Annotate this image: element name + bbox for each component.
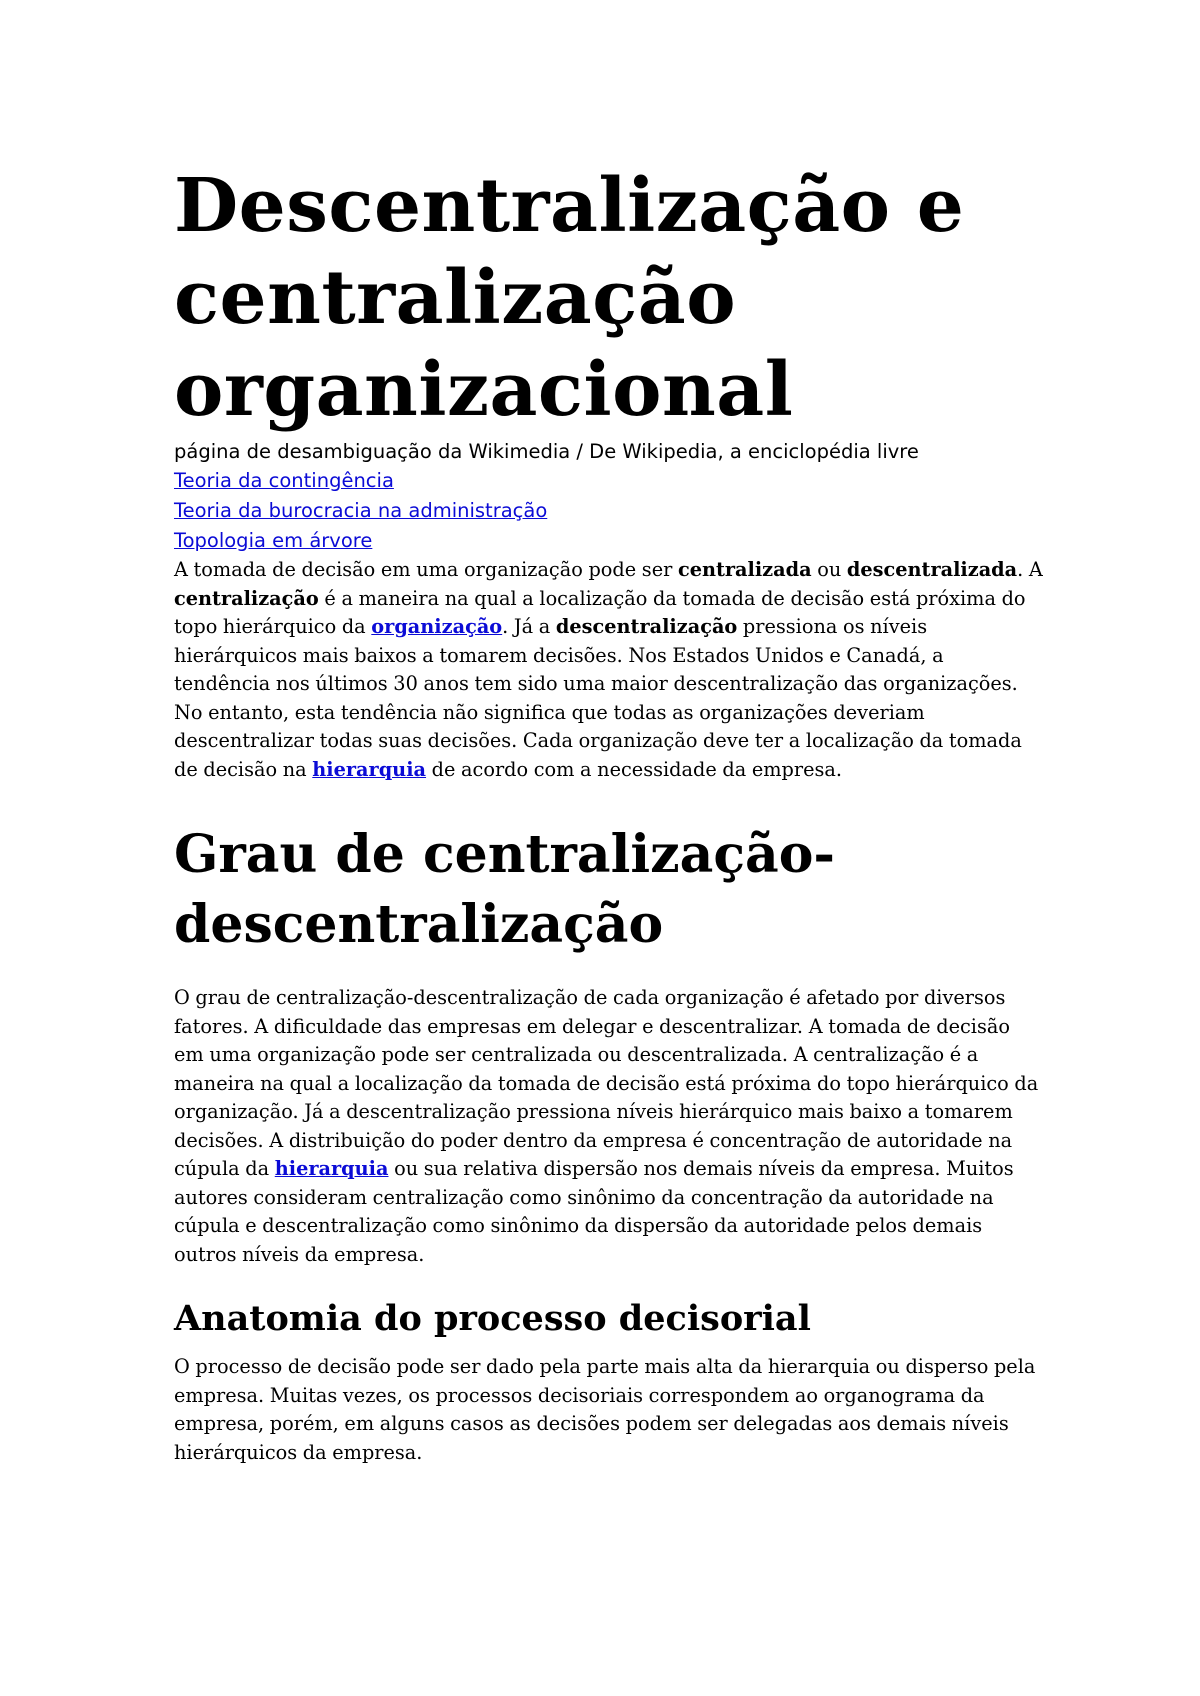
intro-paragraph: [174, 556, 1044, 784]
intro-text: A tomada de decisão em uma organização pode ser: [174, 558, 678, 581]
section-heading-anatomia: Anatomia do processo decisorial: [174, 1298, 811, 1339]
section-grau-paragraph: [174, 984, 1044, 1269]
intro-text: . A: [1017, 558, 1043, 581]
intro-bold-term: centralizada: [677, 558, 812, 581]
intro-bold-term: descentralização: [555, 615, 738, 638]
link-hierarquia[interactable]: hierarquia: [274, 1157, 389, 1180]
link-topologia-arvore[interactable]: Topologia em árvore: [174, 529, 373, 552]
intro-bold-term: centralização: [174, 586, 319, 610]
intro-text: ou: [811, 558, 847, 581]
section-anatomia-paragraph: O processo de decisão pode ser dado pela parte mais alta da hierarquia ou disperso pela empresa. Muitas vezes, os processos decisoriais correspondem ao organograma da empresa, porém, em alguns casos as decisões podem ser delegadas aos demais níveis hierárquicos da empresa.: [174, 1355, 1036, 1464]
intro-bold-term: descentralizada: [846, 558, 1018, 581]
intro-text: . Já a: [502, 615, 556, 638]
section-text: ou sua relativa dispersão nos demais níveis da empresa. Muitos autores consideram centralização como sinônimo da concentração da autoridade na cúpula e descentralização como sinônimo da dispersão da autoridade pelos demais outros níveis da empresa.: [174, 1157, 1014, 1266]
section-text: O grau de centralização-descentralização de cada organização é afetado por diversos fatores. A dificuldade das empresas em delegar e descentralizar. A tomada de decisão em uma organização pode ser centralizada ou descentralizada. A centralização é a maneira na qual a localização da tomada de decisão está próxima do topo hierárquico da organização. Já a descentralização pressiona níveis hierárquico mais baixo a tomarem decisões. A distribuição do poder dentro da empresa é concentração de autoridade na cúpula da: [174, 986, 1039, 1180]
link-organizacao[interactable]: organização: [371, 615, 503, 638]
intro-text: é a maneira na qual a localização da tomada de decisão está próxima do topo hierárquico da: [174, 586, 1026, 638]
intro-text: pressiona os níveis hierárquicos mais baixos a tomarem decisões. Nos Estados Unidos e Canadá, a tendência nos últimos 30 anos tem sido uma maior descentralização das organizações. No entanto, esta tendência não significa que todas as organizações deveriam descentralizar todas suas decisões. Cada organização deve ter a localização da tomada de decisão na: [174, 615, 1022, 781]
page-subtitle: página de desambiguação da Wikimedia / De Wikipedia, a enciclopédia livre: [174, 440, 919, 463]
section-heading-grau: Grau de centralização-descentralização: [174, 824, 835, 955]
article: [174, 160, 1044, 1467]
intro-text: de acordo com a necessidade da empresa.: [426, 757, 843, 781]
link-teoria-burocracia[interactable]: Teoria da burocracia na administração: [174, 499, 548, 522]
disambiguation-links: [174, 466, 1044, 556]
page-title: Descentralização e centralização organizacional: [174, 163, 965, 433]
link-teoria-contingencia[interactable]: Teoria da contingência: [174, 469, 394, 492]
link-hierarquia[interactable]: hierarquia: [312, 757, 427, 781]
